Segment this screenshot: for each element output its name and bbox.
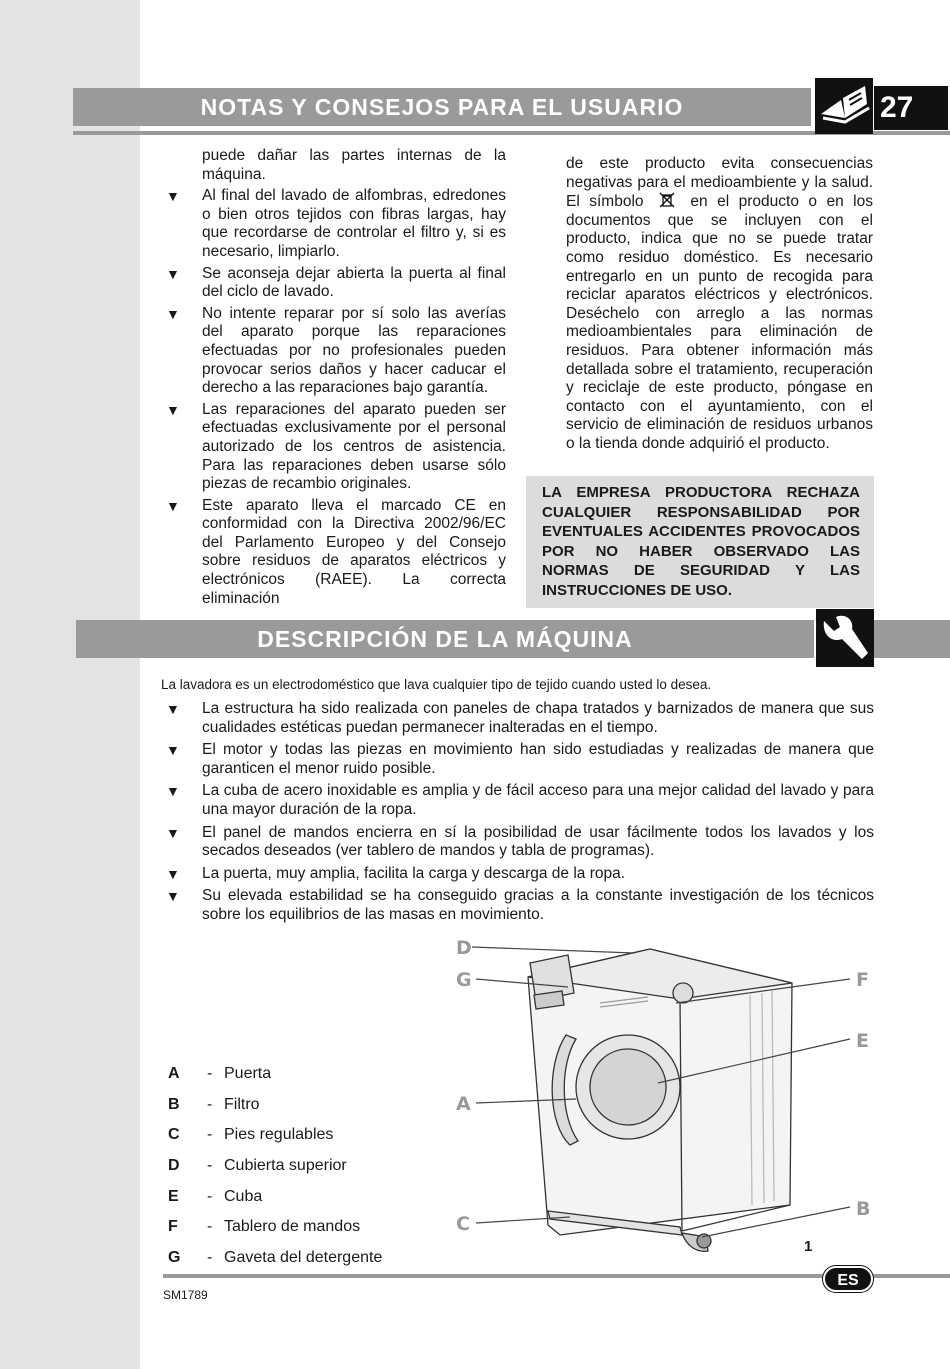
bullet-triangle-icon: ▼ bbox=[166, 783, 180, 800]
bullet-triangle-icon: ▼ bbox=[166, 265, 180, 282]
legend-row: G - Gaveta del detergente bbox=[168, 1248, 383, 1266]
bullet-triangle-icon: ▼ bbox=[166, 305, 180, 322]
list-item: ▼ No intente reparar por sí solo las averías del aparato porque las reparaciones efectuadas por no profesionales pueden provocar serios daños y hacer caducar el derecho a las reparaciones bajo garantía. bbox=[166, 304, 506, 397]
intro-text: La lavadora es un electrodoméstico que lava cualquier tipo de tejido cuando usted lo desea. bbox=[161, 677, 712, 692]
document-code: SM1789 bbox=[163, 1288, 208, 1302]
list-item: ▼ La cuba de acero inoxidable es amplia y de fácil acceso para una mejor calidad del lavado y para una mayor duración de la ropa. bbox=[166, 782, 874, 818]
figure-number: 1 bbox=[804, 1238, 813, 1255]
crossed-out-bin-icon bbox=[659, 192, 675, 208]
diagram-label-e: E bbox=[856, 1030, 869, 1052]
list-item: ▼ El panel de mandos encierra en sí la posibilidad de usar fácilmente todos los lavados y los secados deseados (ver tablero de mandos y tabla de programas). bbox=[166, 823, 874, 860]
list-item: ▼ Al final del lavado de alfombras, edredones o bien otros tejidos con fibras largas, hay que recordarse de controlar el filtro y, si es necesario, limpiarlo. bbox=[166, 187, 506, 260]
leader-line-d bbox=[472, 947, 634, 953]
bullet-triangle-icon: ▼ bbox=[166, 188, 180, 205]
legend-row: C - Pies regulables bbox=[168, 1126, 334, 1144]
legend-row: B - Filtro bbox=[168, 1095, 260, 1113]
list-item: ▼ Las reparaciones del aparato pueden ser efectuadas exclusivamente por el personal autorizado de los centros de asistencia. Para las reparaciones deben usarse sólo piezas de recambio originales. bbox=[166, 400, 506, 493]
bullet-triangle-icon: ▼ bbox=[166, 888, 180, 905]
recycling-paragraph: de este producto evita consecuencias negativas para el medioambiente y la salud. El símbolo en el producto o en los documentos que se incluyen con el producto, indica que no se puede tratar como residuo doméstico. Es necesario entregarlo en un punto de recogida para reciclar aparatos eléctricos y electrónicos. Deséchelo con arreglo a las normas medioambientales para eliminación de residuos. Para obtener información más detallada sobre el tratamiento, recuperación y reciclaje de este producto, póngase en contacto con el ayuntamiento, con el servicio de eliminación de residuos urbanos o la tienda donde adquirió el producto. bbox=[566, 155, 873, 452]
section-banner-extension bbox=[873, 620, 950, 658]
open-book-icon bbox=[815, 78, 873, 134]
page-title-banner bbox=[73, 88, 811, 126]
page-number: 27 bbox=[874, 86, 948, 130]
features-column bbox=[163, 700, 874, 929]
legend-row: F - Tablero de mandos bbox=[168, 1218, 361, 1236]
bullet-triangle-icon: ▼ bbox=[166, 401, 180, 418]
page-title: NOTAS Y CONSEJOS PARA EL USUARIO bbox=[200, 94, 684, 120]
bullet-triangle-icon: ▼ bbox=[166, 824, 180, 841]
washing-machine-illustration bbox=[528, 949, 792, 1251]
diagram-label-f: F bbox=[856, 969, 869, 991]
left-column bbox=[163, 147, 506, 611]
list-item: ▼ Su elevada estabilidad se ha conseguido gracias a la constante investigación de los técnicos sobre los equilibrios de las masas en movimiento. bbox=[166, 887, 874, 923]
right-column bbox=[566, 155, 873, 454]
bullet-triangle-icon: ▼ bbox=[166, 497, 180, 514]
tips-list bbox=[163, 187, 506, 608]
warning-box: LA EMPRESA PRODUCTORA RECHAZA CUALQUIER RESPONSABILIDAD POR EVENTUALES ACCIDENTES PROVOCADOS POR NO HABER OBSERVADO LAS NORMAS DE SEGURIDAD Y LAS INSTRUCCIONES DE USO. bbox=[526, 476, 874, 608]
bullet-triangle-icon: ▼ bbox=[166, 865, 180, 882]
parts-legend bbox=[168, 1059, 382, 1273]
continuation-text: puede dañar las partes internas de la máquina. bbox=[202, 147, 506, 183]
wrench-icon bbox=[816, 609, 874, 667]
washing-machine-diagram bbox=[450, 935, 890, 1270]
language-badge: ES bbox=[823, 1266, 873, 1292]
bullet-triangle-icon: ▼ bbox=[166, 701, 180, 717]
list-item: ▼ El motor y todas las piezas en movimiento han sido estudiadas y realizadas de manera que garanticen el menor ruido posible. bbox=[166, 741, 874, 777]
legend-row: A - Puerta bbox=[168, 1065, 272, 1083]
legend-row: D - Cubierta superior bbox=[168, 1157, 347, 1175]
features-list bbox=[163, 700, 874, 925]
list-item: ▼ Se aconseja dejar abierta la puerta al final del ciclo de lavado. bbox=[166, 264, 506, 301]
diagram-label-d: D bbox=[456, 937, 472, 959]
diagram-label-g: G bbox=[456, 969, 472, 991]
diagram-label-b: B bbox=[856, 1198, 871, 1220]
list-item: ▼ La puerta, muy amplia, facilita la carga y descarga de la ropa. bbox=[166, 864, 626, 882]
legend-row: E - Cuba bbox=[168, 1187, 263, 1205]
list-item: ▼ Este aparato lleva el marcado CE en conformidad con la Directiva 2002/96/EC del Parlamento Europeo y del Consejo sobre residuos de aparatos eléctricos y electrónicos (RAEE). La correcta eliminación bbox=[166, 496, 506, 607]
bullet-triangle-icon: ▼ bbox=[166, 742, 180, 759]
section-title-banner bbox=[76, 620, 814, 658]
diagram-label-c: C bbox=[456, 1213, 470, 1235]
diagram-label-a: A bbox=[456, 1093, 471, 1115]
list-item: ▼ La estructura ha sido realizada con paneles de chapa tratados y barnizados de manera que sus cualidades estéticas puedan permanecer inalteradas en el tiempo. bbox=[166, 700, 874, 736]
section-title: DESCRIPCIÓN DE LA MÁQUINA bbox=[257, 626, 633, 652]
left-margin-strip bbox=[0, 0, 140, 1369]
